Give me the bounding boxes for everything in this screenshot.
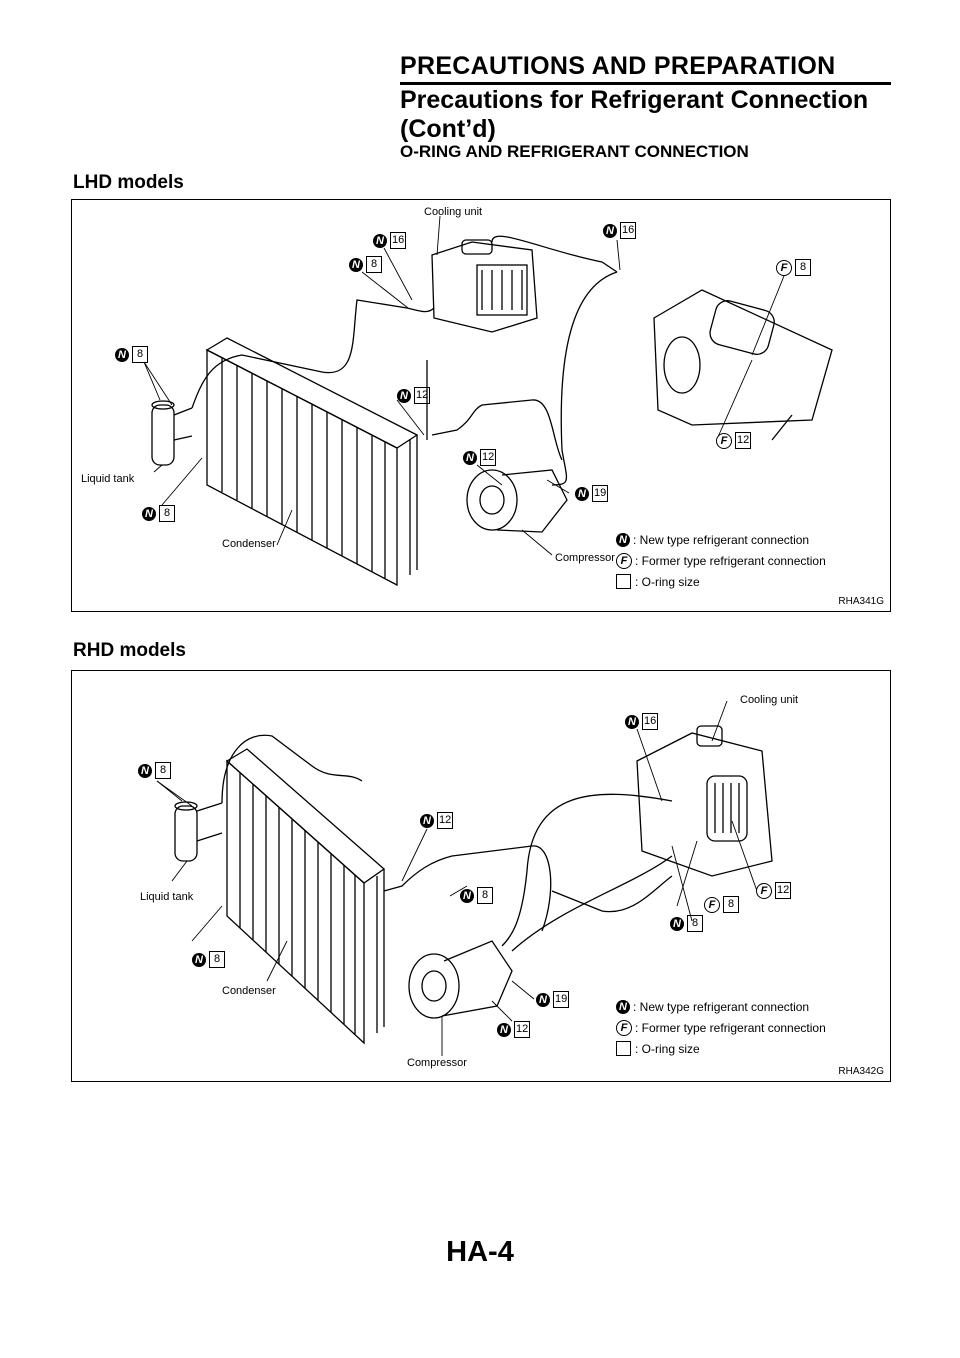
page-number: HA-4 <box>446 1236 514 1268</box>
rhd-label-compressor: Compressor <box>407 1057 467 1069</box>
legend-new-type: N : New type refrigerant connection <box>616 996 826 1017</box>
lhd-tag-n8-bottom <box>142 505 175 522</box>
new-type-icon: N <box>670 917 684 931</box>
oring-size-box: 16 <box>620 222 636 239</box>
oring-size-box: 16 <box>642 713 658 730</box>
legend-oring-size: : O-ring size <box>616 571 826 592</box>
new-type-icon: N <box>616 533 630 547</box>
lhd-tag-n12-compressor <box>463 449 496 466</box>
oring-size-box: 8 <box>723 896 739 913</box>
oring-size-box: 12 <box>514 1021 530 1038</box>
legend-former-type: F : Former type refrigerant connection <box>616 550 826 571</box>
lhd-cooling-unit-drawing <box>432 240 537 332</box>
rhd-tag-n8-right <box>670 915 703 932</box>
oring-size-box: 12 <box>775 882 791 899</box>
lhd-tag-n19 <box>575 485 608 502</box>
rhd-legend <box>616 996 826 1059</box>
rhd-tag-n8-bottom <box>192 951 225 968</box>
former-type-icon: F <box>756 883 772 899</box>
rhd-label-condenser: Condenser <box>222 985 276 997</box>
new-type-icon: N <box>397 389 411 403</box>
lhd-figure-id: RHA341G <box>838 596 884 607</box>
lhd-liquid-tank-drawing <box>152 401 192 465</box>
subsection-title-line2: (Cont’d) <box>400 115 496 143</box>
former-type-icon: F <box>704 897 720 913</box>
oring-size-box: 8 <box>155 762 171 779</box>
legend-new-type: N : New type refrigerant connection <box>616 529 826 550</box>
oring-size-box: 12 <box>414 387 430 404</box>
lhd-tag-n16-left <box>373 232 406 249</box>
oring-size-box: 12 <box>437 812 453 829</box>
rhd-tag-n12-top <box>420 812 453 829</box>
new-type-icon: N <box>463 451 477 465</box>
rhd-label-cooling-unit: Cooling unit <box>740 694 799 706</box>
subsection-title <box>400 86 880 144</box>
oring-size-box: 12 <box>735 432 751 449</box>
lhd-legend <box>616 529 826 592</box>
rhd-tag-n8-tank <box>138 762 171 779</box>
legend-oring-size: : O-ring size <box>616 1038 826 1059</box>
new-type-icon: N <box>115 348 129 362</box>
lhd-label-compressor: Compressor <box>555 552 615 564</box>
header-rule <box>400 82 891 85</box>
new-type-icon: N <box>192 953 206 967</box>
former-type-icon: F <box>616 1020 632 1036</box>
former-type-icon: F <box>616 553 632 569</box>
lhd-leader-lines <box>144 216 784 555</box>
lhd-tag-n8-top <box>349 256 382 273</box>
rhd-tag-n8-mid <box>460 887 493 904</box>
oring-size-box: 8 <box>795 259 811 276</box>
rhd-label-liquid-tank: Liquid tank <box>140 891 194 903</box>
new-type-icon: N <box>616 1000 630 1014</box>
rhd-refrigerant-pipes <box>222 735 672 951</box>
lhd-label-condenser: Condenser <box>222 538 276 550</box>
subsection-title-line1: Precautions for Refrigerant Connection <box>400 86 869 114</box>
lhd-tag-f12 <box>716 432 751 449</box>
rhd-tag-n12-compressor <box>497 1021 530 1038</box>
topic-heading: O-RING AND REFRIGERANT CONNECTION <box>400 142 749 161</box>
rhd-condenser-drawing <box>227 749 384 1043</box>
oring-size-box: 16 <box>390 232 406 249</box>
rhd-liquid-tank-drawing <box>175 802 222 861</box>
new-type-icon: N <box>460 889 474 903</box>
new-type-icon: N <box>603 224 617 238</box>
new-type-icon: N <box>142 507 156 521</box>
lhd-tag-n16-right <box>603 222 636 239</box>
new-type-icon: N <box>420 814 434 828</box>
oring-size-box: 8 <box>687 915 703 932</box>
new-type-icon: N <box>138 764 152 778</box>
rhd-cooling-unit-drawing <box>637 726 772 876</box>
lhd-compressor-drawing <box>467 470 567 532</box>
lhd-diagram <box>71 199 891 612</box>
oring-size-box-icon <box>616 1041 631 1056</box>
oring-size-box-icon <box>616 574 631 589</box>
lhd-label-liquid-tank: Liquid tank <box>81 473 135 485</box>
lhd-refrigerant-pipes <box>192 236 617 485</box>
new-type-icon: N <box>373 234 387 248</box>
oring-size-box: 12 <box>480 449 496 466</box>
lhd-tag-f8 <box>776 259 811 276</box>
rhd-tag-n16 <box>625 713 658 730</box>
former-type-icon: F <box>716 433 732 449</box>
rhd-heading: RHD models <box>73 640 186 661</box>
rhd-diagram <box>71 670 891 1082</box>
oring-size-box: 8 <box>477 887 493 904</box>
new-type-icon: N <box>349 258 363 272</box>
new-type-icon: N <box>625 715 639 729</box>
lhd-heading: LHD models <box>73 172 184 193</box>
oring-size-box: 8 <box>132 346 148 363</box>
rhd-tag-f8 <box>704 896 739 913</box>
oring-size-box: 19 <box>553 991 569 1008</box>
oring-size-box: 8 <box>209 951 225 968</box>
new-type-icon: N <box>575 487 589 501</box>
rhd-tag-n19 <box>536 991 569 1008</box>
lhd-evaporator-case-drawing <box>654 290 832 440</box>
lhd-label-cooling-unit: Cooling unit <box>424 206 483 218</box>
oring-size-box: 19 <box>592 485 608 502</box>
oring-size-box: 8 <box>159 505 175 522</box>
new-type-icon: N <box>497 1023 511 1037</box>
legend-former-type: F : Former type refrigerant connection <box>616 1017 826 1038</box>
rhd-tag-f12 <box>756 882 791 899</box>
rhd-compressor-drawing <box>409 941 512 1018</box>
new-type-icon: N <box>536 993 550 1007</box>
section-title: PRECAUTIONS AND PREPARATION <box>400 52 836 80</box>
lhd-tag-n12-mid <box>397 387 430 404</box>
oring-size-box: 8 <box>366 256 382 273</box>
rhd-figure-id: RHA342G <box>838 1066 884 1077</box>
former-type-icon: F <box>776 260 792 276</box>
lhd-tag-n8-tank <box>115 346 148 363</box>
